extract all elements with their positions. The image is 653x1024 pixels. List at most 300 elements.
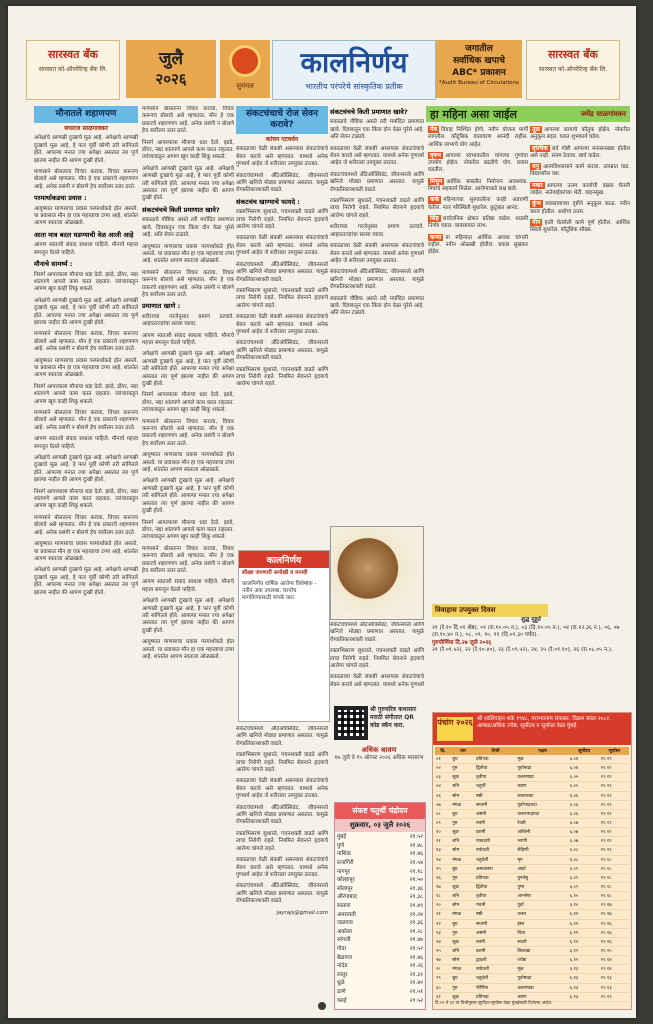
panchang-cell: १३ — [435, 846, 451, 855]
calendar-page — [8, 6, 636, 1018]
panchang-cell: पूर्वा — [516, 901, 568, 910]
panchang-cell: १९.१८ — [600, 873, 629, 882]
rashi-name: सिंह — [430, 214, 439, 222]
panchang-cell: तृतीया — [475, 892, 516, 901]
panchang-cell: शुक्र — [451, 937, 475, 946]
sales-note: *Audit Bureau of Circulations — [439, 80, 519, 86]
footer-email: jayrajs@gmail.com — [276, 909, 328, 916]
panchang-cell: १६ — [435, 873, 451, 882]
panchang-cell: हस्त — [516, 919, 568, 928]
article-paragraph: माणसाने बोलताना विचार करावा, विचार करूनच बोलावे असे म्हणतात. मौन हे एक प्रकारचे शहाणपण आहे. अनेक प्रसंगी न बोलणे हेच सर्वोत्तम उत्तर ठरते. — [142, 269, 234, 298]
article-subheading: प्रमाणात खाणे : — [142, 302, 181, 311]
panchang-cell: १९.१९ — [600, 782, 629, 791]
panchang-cell: ६.०७ — [569, 818, 600, 827]
panchang-cell: १८ — [435, 892, 451, 901]
panchang-row — [435, 764, 629, 773]
panchang-cell: १९.१८ — [600, 882, 629, 891]
panchang-row — [435, 755, 629, 764]
panchang-cell: १९.१५ — [600, 946, 629, 955]
panchang-cell: बुध — [451, 809, 475, 818]
article-paragraph: अपेक्षांचे आणखी दुःखाचे मूळ आहे. अपेक्षाचे आणखी दुःखाचे मूळ आहे, हे फार पूर्वी कोणी तरी सांगितले होते. आपल्या मनात ज्या अपेक्षा असतात त्या पूर्ण झाल्या नाहीत की आपण दुःखी होतो. — [142, 165, 234, 202]
article-paragraph: सकाळच्या वेळी संकष्टी असल्यास संकटचंचाचे सेवन करावे असे म्हणतात. यामध्ये अनेक गुणधर्म — [330, 674, 424, 688]
adhik-title: अधिक श्रावण — [361, 746, 397, 754]
panchang-cell: ६.०४ — [569, 764, 600, 773]
moonrise-row — [335, 884, 425, 893]
panchang-cell: २१ — [435, 910, 451, 919]
article-subheading: आता मात्र बदल घडण्याची वेळ आली आहे — [34, 230, 134, 239]
panchang-row — [435, 992, 629, 1001]
rashi-text: आर्थिक बाबतीत नियोजन आवश्यक. मित्रांचे सहकार्य मिळेल. आरोग्याकडे लक्ष द्यावे. — [428, 178, 528, 193]
bank-ad-right — [526, 40, 620, 100]
month-box — [126, 40, 216, 98]
city-name: नाशिक — [337, 851, 351, 858]
panchang-cell: एकादशी — [475, 837, 516, 846]
panchang-cell: ३० — [435, 983, 451, 992]
panchang-row — [435, 809, 629, 818]
panchang-cell: मंगळ — [451, 965, 475, 974]
article-paragraph: सकाळच्या वेळी संकष्टी असल्यास संकटचंचाचे सेवन करावे असे म्हणतात. यामध्ये अनेक गुणधर्म आहेत जे शरीराला उपयुक्त ठरतात. — [236, 857, 328, 878]
panchang-cell: ६.१० — [569, 892, 600, 901]
panchang-cell: १९.१९ — [600, 773, 629, 782]
panchang-cell: १९.१९ — [600, 846, 629, 855]
rashi-name: तूळ — [532, 126, 540, 133]
panchang-cell: १९.१६ — [600, 919, 629, 928]
panchang-cell: द्वितीया — [475, 882, 516, 891]
rashi-text: महिन्याच्या सुरुवातीला काही अडचणी येतील. नंतर परिस्थिती सुधारेल. कुटुंबात आनंद. — [428, 197, 528, 211]
article-paragraph: अपेक्षांचे आणखी दुःखाचे मूळ आहे. अपेक्षाचे आणखी दुःखाचे मूळ आहे, हे फार पूर्वी कोणी तरी सांगितले होते. आपल्या मनात ज्या अपेक्षा असतात त्या पूर्ण झाल्या नाहीत की आपण दुःखी होतो. — [34, 567, 138, 596]
article-paragraph: संकटचंचामध्ये अँटिऑक्सिडंट, जीवनसत्त्वे आणि खनिजे मोठ्या प्रमाणात असतात. यामुळे रोगप्रतिकारशक्ती वाढते. — [236, 804, 328, 826]
article-paragraph: रक्ताभिसरण सुधारते, पचनशक्ती वाढते आणि त्वचा निरोगी राहते. नियमित सेवनाने हृदयाचे आरोग्य चांगले राहते. — [236, 209, 328, 231]
rashi-author: जयेंद्र साळगांवकर — [580, 110, 626, 118]
article-paragraph: माणसाने बोलताना विचार करावा, विचार करूनच बोलावे असे म्हणतात. मौन हे एक प्रकारचे शहाणपण आहे. अनेक प्रसंगी न बोलणे हेच सर्वोत्तम उत्तर ठरते. — [142, 106, 234, 135]
moonrise-time: २१.५४ — [409, 860, 423, 867]
article-paragraph: शरीराच्या गरजेनुसार प्रमाण ठरवावे. आहारतज्ज्ञांचा सल्ला घ्यावा. — [142, 313, 234, 328]
article-continued — [142, 106, 234, 1004]
panchang-row — [435, 855, 629, 864]
rashi-item — [530, 126, 630, 142]
article-paragraph: माणसाने बोलताना विचार करावा, विचार करूनच बोलावे असे म्हणतात. मौन हे एक प्रकारचे शहाणपण आहे. अनेक प्रसंगी न बोलणे हेच सर्वोत्तम उत्तर ठरते. — [142, 418, 234, 447]
city-name: पुणे — [337, 842, 345, 849]
panchang-row — [435, 837, 629, 846]
rashi-item — [530, 145, 630, 161]
rashi-item — [428, 152, 528, 175]
rashi-item — [428, 215, 528, 231]
panchang-note: दि.०१ ते ३१ या तिथीनुसार सूर्योदय-सूर्यास्त वेळा मुंबईसाठी दिलेल्या आहेत. — [435, 1001, 553, 1007]
article-paragraph: माणसाने बोलताना विचार करावा, विचार करूनच बोलावे असे म्हणतात. मौन हे एक प्रकारचे शहाणपण आहे. अनेक प्रसंगी न बोलणे हेच सर्वोत्तम उत्तर ठरते. — [34, 169, 138, 190]
hanging-hole — [318, 1002, 326, 1010]
city-name: ठाणे — [337, 988, 346, 995]
vivah-muhurta-box — [432, 604, 630, 710]
article-subheading: मौनाचे सामर्थ्य : — [34, 260, 73, 269]
panchang-cell: १९.१३ — [600, 974, 629, 983]
moonrise-time: २१.२६ — [409, 963, 423, 970]
panchang-cell: २० — [435, 901, 451, 910]
panchang-description: श्री शालिवाहन शके १९४८, पराभवनाम संवत्सर. विक्रम संवत २०८२. आषाढ/अधिक ज्येष्ठ. सूर्योदय व सूर्यास्त वेळा मुंबई. — [477, 716, 611, 729]
panchang-cell: ६.१३ — [569, 965, 600, 974]
panchang-cell: ६.११ — [569, 919, 600, 928]
panchang-row — [435, 965, 629, 974]
panchang-cell: १९.१९ — [600, 809, 629, 818]
panchang-cell: २४ — [435, 937, 451, 946]
article-paragraph: आयुष्यात माणसाचा प्रवास परमार्थाकडे होत असतो. या प्रवासात मौन हा एक महत्त्वाचा टप्पा आहे. शांततेत आपण स्वतःला ओळखतो. — [34, 357, 138, 379]
panchang-cell: ६.०४ — [569, 755, 600, 764]
rashi-text: आपल्या उत्तम कार्याची दखल घेतली जाईल. नातेवाईकांच्या भेटी. वाहनसुख. — [530, 182, 630, 197]
moonrise-time: २१.४९ — [409, 903, 423, 910]
panchang-row — [435, 892, 629, 901]
rashi-name: वृश्चिक — [532, 144, 548, 152]
qr-code[interactable] — [334, 706, 368, 740]
article-paragraph: संकटचंचामध्ये अँटिऑक्सिडंट, जीवनसत्त्वे आणि खनिजे मोठ्या प्रमाणात असतात. यामुळे रोगप्रतिकारशक्ती वाढते. — [330, 622, 424, 643]
panchang-row — [435, 828, 629, 837]
panchang-cell: गुरु — [451, 983, 475, 992]
article-paragraph: सकाळच्या वेळी संकष्टी असल्यास संकटचंचाचे सेवन करावे असे म्हणतात. यामध्ये अनेक गुणधर्म आहेत जे शरीराला उपयुक्त ठरतात. — [236, 778, 328, 800]
panchang-cell: षष्ठी — [475, 910, 516, 919]
city-name: अकोला — [337, 928, 353, 935]
rashi-text: व्यवसायाच्या दृष्टीने अनुकूल काळ. नवीन करार होतील. आरोग्य उत्तम. — [530, 201, 630, 215]
panchang-row — [435, 773, 629, 782]
panchang-cell: शुक्र — [451, 992, 475, 1001]
panchang-cell: १९.१९ — [600, 764, 629, 773]
moonrise-row — [335, 978, 425, 987]
panchang-cell: ०७ — [435, 800, 451, 809]
bank-logo: सारस्वत बँक — [547, 48, 598, 61]
panchang-cell: शुक्र — [451, 773, 475, 782]
article-paragraph: आपण स्वतःशी संवाद साधला पाहिजे. मौनाचे महत्त्व समजून घेतले पाहिजे. — [34, 242, 138, 256]
panchang-column-header: नक्षत्र — [516, 747, 568, 755]
rashi-name: कन्या — [430, 233, 442, 241]
panchang-cell: शुक्र — [451, 882, 475, 891]
panchang-cell: ३१ — [435, 992, 451, 1001]
ad-text: कालनिर्णय वार्षिक आरोग्य विशेषांक - नवीन अंक उपलब्ध. घरपोच मागविण्यासाठी संपर्क करा. — [242, 581, 317, 601]
panchang-cell: ६.०८ — [569, 846, 600, 855]
panchang-cell: उत्तराषाढा — [516, 773, 568, 782]
panchang-cell: १९.१९ — [600, 818, 629, 827]
panchang-cell: १९.१६ — [600, 928, 629, 937]
panchang-cell: ११ — [435, 837, 451, 846]
moonrise-time: २१.१८ — [409, 868, 423, 875]
panchang-row — [435, 910, 629, 919]
panchang-cell: ६.०९ — [569, 864, 600, 873]
article-title: मौनातले शहाणपण — [34, 106, 138, 123]
city-name: वसई — [337, 997, 347, 1004]
rashi-text: आपल्या कामाचे कौतुक होईल. नोकरीत अनुकूल बदल. घरात शुभकार्य घडेल. — [530, 127, 630, 141]
article-author: कांचन पटवर्धन — [265, 136, 299, 143]
panchang-title: पंचांग २०२६ — [437, 717, 473, 741]
ad-title: कालनिर्णय — [239, 551, 329, 568]
article-paragraph: संकटचंचामध्ये अँटिऑक्सिडंट, जीवनसत्त्वे आणि खनिजे मोठ्या प्रमाणात असतात. यामुळे रोगप्रतिकारशक्ती वाढते. — [236, 172, 328, 194]
rashi-text: आपल्या स्वभावातील चांगल्या गुणांचा उपयोग होईल. नोकरीत बढतीचे योग. प्रवास घडतील. — [428, 152, 528, 174]
panchang-cell: १५ — [435, 864, 451, 873]
panchang-cell: गुरु — [451, 928, 475, 937]
panchang-cell: रोहिणी — [516, 846, 568, 855]
brand-title: कालनिर्णय — [300, 46, 408, 79]
panchang-cell: सोम — [451, 901, 475, 910]
moonrise-time: २१.४८ — [409, 842, 423, 849]
rashi-column-right — [530, 126, 630, 238]
moonrise-row — [335, 995, 425, 1004]
panchang-cell: बुध — [451, 755, 475, 764]
rashi-item — [530, 200, 630, 216]
article-paragraph: सकाळचे पौष्टिक असते तरी मर्यादित प्रमाणात खावे. दिवसातून एक किंवा दोन वेळा पुरेसे आहे. अति सेवन टाळावे. — [330, 295, 424, 317]
panchang-table — [435, 747, 629, 1002]
panchang-cell: शनि — [451, 837, 475, 846]
panchang-row — [435, 956, 629, 965]
article-paragraph: रक्ताभिसरण सुधारते, पचनशक्ती वाढते आणि त्वचा निरोगी राहते. नियमित सेवनाने हृदयाचे आरोग्य चांगले राहते. — [236, 287, 328, 309]
panchang-cell: ६.११ — [569, 928, 600, 937]
city-name: सांगली — [337, 937, 351, 944]
panchang-cell: अश्विनी — [516, 828, 568, 837]
panchang-cell: १९.१८ — [600, 892, 629, 901]
article-paragraph: आयुष्यात माणसाचा प्रवास परमार्थाकडे होत असतो. या प्रवासात मौन हा एक महत्त्वाचा टप्पा आहे. शांततेत आपण स्वतःला ओळखतो. — [142, 639, 234, 660]
panchang-cell: ६.१२ — [569, 946, 600, 955]
panchang-cell: १० — [435, 828, 451, 837]
moonrise-time: २१.५० — [409, 877, 423, 884]
moonrise-time: २१.५२ — [409, 834, 423, 841]
city-name: रत्नागिरी — [337, 860, 354, 867]
panchang-cell: सप्तमी — [475, 919, 516, 928]
panchang-cell: ६.०५ — [569, 773, 600, 782]
article-sankatchanch-continued — [236, 726, 328, 1004]
panchang-cell: प्रतिपदा — [475, 873, 516, 882]
article-paragraph: निसर्ग आपल्याला मौनाचा धडा देतो. झाडे, डोंगर, नद्या शांतपणे आपले काम करत राहतात. त्यांच्याकडून आपण खूप काही शिकू शकतो. — [142, 392, 234, 414]
panchang-cell: नवमी — [475, 937, 516, 946]
panchang-cell: ६.०८ — [569, 855, 600, 864]
panchang-cell: ०८ — [435, 809, 451, 818]
moonrise-time: २१.२८ — [409, 928, 423, 935]
moonrise-row — [335, 935, 425, 944]
panchang-cell: गुरु — [451, 764, 475, 773]
rashi-name: मीन — [532, 218, 541, 226]
panchang-cell: १९.१७ — [600, 910, 629, 919]
moonrise-table — [335, 832, 425, 1004]
article-paragraph: आयुष्यात माणसाचा प्रवास परमार्थाकडे होत असतो. या प्रवासात मौन हा एक महत्त्वाचा टप्पा आहे. शांततेत आपण स्वतःला ओळखतो. — [34, 205, 138, 227]
panchang-cell: ज्येष्ठा — [516, 956, 568, 965]
panchang-cell: ६.१३ — [569, 992, 600, 1001]
panchang-column-header: तिथी — [475, 747, 516, 755]
panchang-cell: शततारका — [516, 792, 568, 801]
panchang-box — [432, 712, 632, 1010]
panchang-column-header: सूर्योदय — [569, 747, 600, 755]
food-photo — [330, 526, 424, 620]
article-paragraph: संकटचंचामध्ये अँटिऑक्सिडंट, जीवनसत्त्वे आणि खनिजे मोठ्या प्रमाणात असतात. यामुळे रोगप्रतिकारशक्ती वाढते. — [236, 340, 328, 362]
city-name: अमरावती — [337, 911, 356, 918]
gurupournima: गुरुपौर्णिमा दि.२७ जुलै २०२६ — [432, 639, 492, 646]
article-paragraph: सकाळच्या वेळी संकष्टी असल्यास संकटचंचाचे सेवन करावे असे म्हणतात. यामध्ये अनेक गुणधर्म आहेत जे शरीराला उपयुक्त ठरतात. — [330, 145, 424, 167]
panchang-cell: दशमी — [475, 946, 516, 955]
moonrise-time: २१.४० — [409, 980, 423, 987]
panchang-cell: १९.१७ — [600, 901, 629, 910]
panchang-cell: बुध — [451, 974, 475, 983]
panchang-cell: सप्तमी — [475, 800, 516, 809]
panchang-row — [435, 818, 629, 827]
panchang-cell: पुनर्वसु — [516, 873, 568, 882]
adhik-shravan-box — [334, 746, 424, 796]
panchang-cell: उत्तराषाढा — [516, 983, 568, 992]
article-paragraph: निसर्ग आपल्याला मौनाचा धडा देतो. झाडे, डोंगर, नद्या शांतपणे आपले काम करत राहतात. त्यांच्याकडून आपण खूप काही शिकू शकतो. — [142, 139, 234, 161]
article-paragraph: रक्ताभिसरण सुधारते, पचनशक्ती वाढते आणि त्वचा निरोगी राहते. नियमित सेवनाने हृदयाचे आरोग्य चांगले राहते. — [236, 366, 328, 388]
rashi-item — [428, 178, 528, 194]
rashi-text: हाती घेतलेली कामे पूर्ण होतील. आर्थिक स्थिती सुधारेल. कौटुंबिक सौख्य. — [530, 219, 630, 234]
calendar-footer — [8, 1006, 636, 1018]
panchang-cell: भरणी — [516, 837, 568, 846]
panchang-row — [435, 919, 629, 928]
panchang-cell: प्रतिपदा — [475, 755, 516, 764]
panchang-cell: अष्टमी — [475, 809, 516, 818]
rashi-text: विवाह निश्चित होणे, नवीन योजना मार्गी लागतील. कौटुंबिक वातावरण आनंदी राहील. आर्थिक लाभाचे योग आहेत. — [428, 127, 528, 148]
qr-caption: श्री गुरुचरित्र कथासार मराठी संगीतात QR कोड स्कॅन करा. — [370, 706, 417, 729]
moonrise-row — [335, 892, 425, 901]
moonrise-row — [335, 901, 425, 910]
article-paragraph: रक्ताभिसरण सुधारते, पचनशक्ती वाढते आणि त्वचा निरोगी राहते. नियमित सेवनाने हृदयाचे आरोग्य चांगले राहते. — [236, 752, 328, 774]
article-paragraph: सकाळच्या वेळी संकष्टी असल्यास संकटचंचाचे सेवन करावे असे म्हणतात. यामध्ये अनेक गुणधर्म आहेत जे शरीराला उपयुक्त ठरतात. — [236, 314, 328, 335]
panchang-cell: १९.१२ — [600, 992, 629, 1001]
article-paragraph: अपेक्षांचे आणखी दुःखाचे मूळ आहे. अपेक्षाचे आणखी दुःखाचे मूळ आहे, हे फार पूर्वी कोणी तरी सांगितले होते. आपल्या मनात ज्या अपेक्षा असतात त्या पूर्ण झाल्या नाहीत की आपण दुःखी होतो. — [142, 351, 234, 387]
article-paragraph: माणसाने बोलताना विचार करावा, विचार करूनच बोलावे असे म्हणतात. मौन हे एक प्रकारचे शहाणपण आहे. अनेक प्रसंगी न बोलणे हेच सर्वोत्तम उत्तर ठरते. — [34, 514, 138, 536]
panchang-cell: १९.१४ — [600, 965, 629, 974]
moonrise-time: २१.५२ — [409, 946, 423, 953]
panchang-cell: शनि — [451, 782, 475, 791]
moonrise-time: २१.५१ — [409, 988, 423, 995]
panchang-cell: बुध — [451, 864, 475, 873]
moonrise-time: २१.४७ — [409, 937, 423, 944]
panchang-row — [435, 946, 629, 955]
panchang-cell: चित्रा — [516, 928, 568, 937]
panchang-cell: १९.१८ — [600, 855, 629, 864]
panchang-cell: १९.१६ — [600, 937, 629, 946]
panchang-cell: मंगळ — [451, 855, 475, 864]
panchang-row — [435, 901, 629, 910]
panchang-cell: १९.१३ — [600, 983, 629, 992]
panchang-cell: ६.१३ — [569, 983, 600, 992]
panchang-cell: ०३ — [435, 773, 451, 782]
panchang-cell: विशाखा — [516, 946, 568, 955]
panchang-row — [435, 983, 629, 992]
moonrise-time: २१.२४ — [409, 911, 423, 918]
rashi-name: कर्क — [430, 196, 440, 204]
panchang-cell: ६.०९ — [569, 882, 600, 891]
panchang-cell: ६.१३ — [569, 974, 600, 983]
city-name: सातारा — [337, 903, 351, 910]
panchang-cell: शुक्र — [451, 828, 475, 837]
bank-name: सारस्वत को-ऑपरेटिव्ह बँक लि. — [538, 66, 608, 73]
moonrise-row — [335, 858, 425, 867]
panchang-cell: प्रतिपदा — [475, 992, 516, 1001]
panchang-cell: १९.१४ — [600, 956, 629, 965]
panchang-cell: अष्टमी — [475, 928, 516, 937]
sales-line-3: ABC* प्रकाशन — [452, 68, 506, 78]
moonrise-time: २१.३६ — [409, 920, 423, 927]
panchang-cell: सोम — [451, 792, 475, 801]
panchang-column-header: वार — [451, 747, 475, 755]
panchang-row — [435, 928, 629, 937]
article-paragraph: सकाळच्या वेळी संकष्टी असल्यास संकटचंचाचे सेवन करावे असे म्हणतात. यामध्ये अनेक गुणधर्म आहेत जे शरीराला उपयुक्त ठरतात. — [330, 243, 424, 264]
panchang-cell: उत्तराभाद्रपदा — [516, 809, 568, 818]
sankasht-chaturthi-box — [334, 802, 426, 1010]
panchang-cell: अमावास्या — [475, 864, 516, 873]
article-paragraph: आपण स्वतःशी संवाद साधला पाहिजे. मौनाचे महत्त्व समजून घेतले पाहिजे. — [142, 332, 234, 346]
panchang-cell: २८ — [435, 965, 451, 974]
panchang-cell: नवमी — [475, 818, 516, 827]
city-name: लातूर — [337, 971, 348, 978]
panchang-cell: गुरु — [451, 873, 475, 882]
sales-line-2: सर्वाधिक खपाचे — [453, 56, 505, 66]
moonrise-time: २१.४६ — [409, 954, 423, 961]
rashi-item — [530, 182, 630, 198]
sun-emblem — [220, 40, 270, 98]
panchang-cell: ०४ — [435, 782, 451, 791]
panchang-cell: मूळ — [516, 755, 568, 764]
moonrise-time: २१.५२ — [409, 997, 423, 1004]
moonrise-row — [335, 841, 425, 850]
rashi-text: सर्व गोष्टी आपल्या मनासारख्या होतील असे नाही. संयम ठेवावा. खर्च वाढेल. — [530, 145, 630, 159]
article-paragraph: रक्ताभिसरण सुधारते, पचनशक्ती वाढते आणि त्वचा निरोगी राहते. नियमित सेवनाने हृदयाचे आरोग्य चांगले राहते. — [330, 198, 424, 219]
panchang-cell: त्रयोदशी — [475, 965, 516, 974]
sankat-title: संकष्ट चतुर्थी चंद्रोदय — [335, 803, 425, 819]
moonrise-row — [335, 944, 425, 953]
moonrise-row — [335, 952, 425, 961]
panchang-cell: पूर्वाषाढा — [516, 764, 568, 773]
year: २०२६ — [155, 70, 187, 88]
article-paragraph: अपेक्षांचे आणखी दुःखाचे मूळ आहे. अपेक्षाचे आणखी दुःखाचे मूळ आहे, हे फार पूर्वी कोणी तरी सांगितले होते. आपल्या मनात ज्या अपेक्षा असतात त्या पूर्ण झाल्या नाहीत की आपण दुःखी होतो. — [142, 598, 234, 634]
city-name: औरंगाबाद — [337, 894, 357, 901]
panchang-cell: आश्लेषा — [516, 892, 568, 901]
rashi-name: कुंभ — [532, 200, 541, 208]
article-maunatle-shahanpan — [34, 106, 138, 1004]
brand-box — [272, 40, 436, 100]
vivah-dates: २१ (रे.१० दि.०१ श्रेष्ठ), ०२ (रा.१०.०५ न.), ०३ (दि.१०.०५ न.), ०४ (रा.१२.३६ न.), ०६, ०७ (रा.१०.४० न.), ०८, ०९, १०, ११ (दि.०१.३० पर्यंत). — [432, 624, 620, 639]
panchang-row — [435, 974, 629, 983]
article-paragraph: माणसाने बोलताना विचार करावा, विचार करूनच बोलावे असे म्हणतात. मौन हे एक प्रकारचे शहाणपण आहे. अनेक प्रसंगी न बोलणे हेच सर्वोत्तम उत्तर ठरते. — [34, 331, 138, 353]
panchang-cell: १९.१८ — [600, 864, 629, 873]
rashi-item — [428, 126, 528, 149]
panchang-cell: ६.०७ — [569, 828, 600, 837]
article-paragraph: रक्ताभिसरण सुधारते, पचनशक्ती वाढते आणि त्वचा निरोगी राहते. नियमित सेवनाने हृदयाचे आरोग्य चांगले राहते. — [236, 830, 328, 852]
article-paragraph: अपेक्षांचे आणखी दुःखाचे मूळ आहे. अपेक्षाचे आणखी दुःखाचे मूळ आहे, हे फार पूर्वी कोणी तरी सांगितले होते. आपल्या मनात ज्या अपेक्षा असतात त्या पूर्ण झाल्या नाहीत की आपण दुःखी होतो. — [142, 478, 234, 515]
article-paragraph: आयुष्यात माणसाचा प्रवास परमार्थाकडे होत असतो. या प्रवासात मौन हा एक महत्त्वाचा टप्पा आहे. शांततेत आपण स्वतःला ओळखतो. — [34, 541, 138, 562]
rashi-title: हा महिना असा जाईल — [430, 108, 517, 121]
panchang-cell: ६.०६ — [569, 809, 600, 818]
month-name: जुलै — [158, 49, 184, 69]
article-paragraph: आपण स्वतःशी संवाद साधला पाहिजे. मौनाचे महत्त्व समजून घेतले पाहिजे. — [34, 436, 138, 450]
panchang-cell: मंगळ — [451, 800, 475, 809]
sun-caption: सुमंगल — [236, 82, 254, 90]
rashi-name: धनु — [532, 163, 540, 171]
bank-ad-left — [26, 40, 120, 100]
panchang-cell: ०६ — [435, 792, 451, 801]
panchang-cell: ०१ — [435, 755, 451, 764]
moonrise-row — [335, 918, 425, 927]
moonrise-time: २१.३६ — [409, 885, 423, 892]
panchang-cell: मृग — [516, 855, 568, 864]
city-name: नागपूर — [337, 868, 350, 875]
moonrise-time: २१.३८ — [409, 894, 423, 901]
article-title: संकटचंचाचे रोज सेवन करावे? — [236, 106, 328, 134]
city-name: नांदेड — [337, 963, 348, 970]
panchang-cell: पूर्वाषाढा — [516, 974, 568, 983]
sales-line-1: जगातील — [465, 44, 493, 54]
panchang-cell: १९.१९ — [600, 792, 629, 801]
ad-subtitle: सौख्य जपणारी अनोखी व मानवी — [242, 570, 308, 576]
article-col-four-mid — [330, 622, 424, 688]
moonrise-row — [335, 987, 425, 996]
panchang-cell: चतुर्दशी — [475, 974, 516, 983]
moonrise-row — [335, 961, 425, 970]
article-author: जयराज साळगावकर — [64, 125, 108, 132]
rashi-item — [428, 196, 528, 212]
rashi-text: सार्वजनिक क्षेत्रात प्रतिष्ठा वाढेल. धाडसी निर्णय घ्याल. व्यवसायात लाभ. — [428, 215, 528, 230]
panchang-cell: पुष्य — [516, 882, 568, 891]
panchang-cell: पंचमी — [475, 901, 516, 910]
